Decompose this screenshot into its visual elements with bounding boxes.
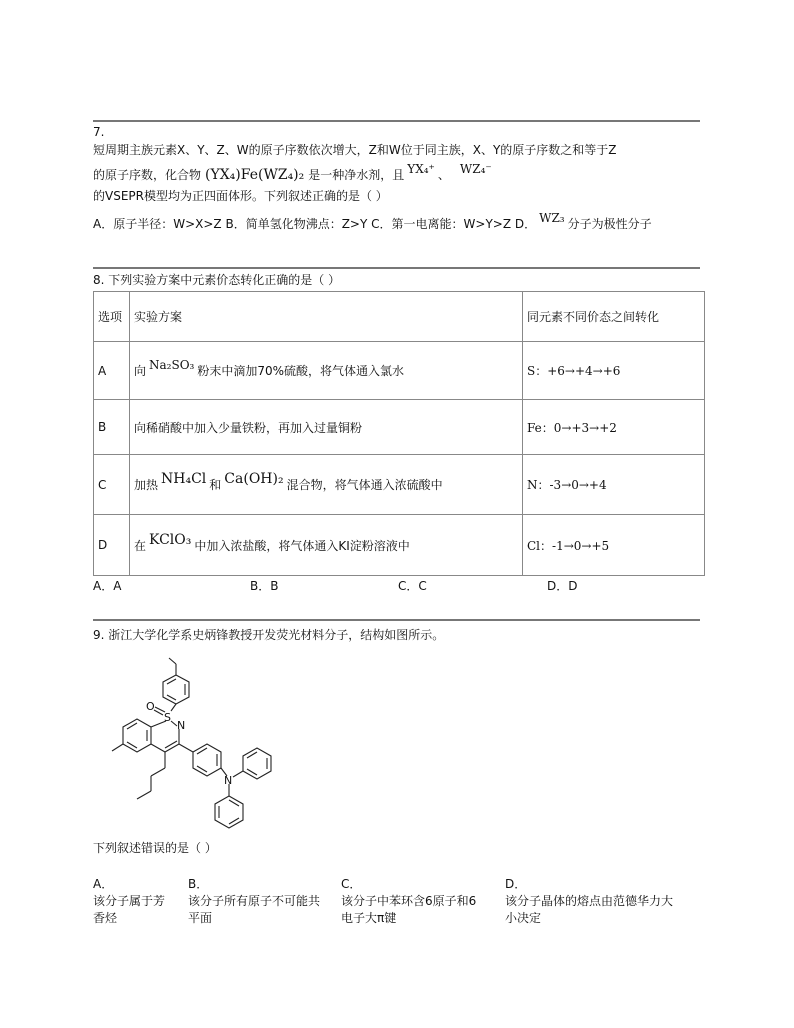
- q7-option-c: C．第一电离能：W>Y>Z: [371, 217, 512, 231]
- option-text: 电子大π键: [341, 911, 397, 925]
- divider-q9: [93, 619, 700, 621]
- q7-option-a: A．原子半径：W>X>Z: [93, 217, 222, 231]
- q9-stem: 9. 浙江大学化学系史炳锋教授开发荧光材料分子，结构如图所示。: [93, 628, 445, 642]
- atom-n-amine-label: N: [224, 774, 233, 787]
- table-header-cell: 实验方案: [130, 292, 523, 342]
- divider-q7: [93, 120, 700, 122]
- q7-ion1: YX₄⁺: [407, 162, 435, 176]
- q9-option-a[interactable]: [93, 876, 165, 927]
- table-cell-scheme: 向稀硝酸中加入少量铁粉，再加入过量铜粉: [130, 400, 523, 455]
- table-row: [94, 342, 705, 400]
- scheme-text: 粉末中滴加70%硫酸，将气体通入氯水: [197, 364, 405, 378]
- formula-na2so3: Na₂SO₃: [149, 358, 195, 372]
- option-text: 该分子晶体的熔点由范德华力大: [505, 894, 674, 908]
- table-cell-option: D: [94, 515, 130, 576]
- option-label: B．: [188, 877, 209, 891]
- option-text: 该分子所有原子不可能共: [188, 894, 321, 908]
- q7-option-d-formula: WZ₃: [539, 211, 565, 225]
- scheme-text: 混合物，将气体通入浓硫酸中: [286, 478, 443, 492]
- q8-choice-d[interactable]: D．D: [547, 579, 578, 593]
- q7-option-d: [514, 211, 652, 231]
- table-row: [94, 455, 705, 515]
- option-label: D．: [505, 877, 527, 891]
- table-cell-option: B: [94, 400, 130, 455]
- table-cell-conversion: S：+6→+4→+6: [523, 342, 705, 400]
- table-cell-conversion: Fe：0→+3→+2: [523, 400, 705, 455]
- option-label: C．: [341, 877, 362, 891]
- q9-option-c[interactable]: [341, 876, 476, 927]
- q8-table: [93, 291, 705, 576]
- scheme-text: 向: [134, 364, 147, 378]
- formula-caoh2: Ca(OH)₂: [224, 471, 284, 487]
- q7-stem-line3: 的VSEPR模型均为正四面体形。下列叙述正确的是（ ）: [93, 189, 388, 203]
- q8-stem: 8. 下列实验方案中元素价态转化正确的是（ ）: [93, 273, 341, 287]
- scheme-text: 在: [134, 538, 147, 553]
- table-row: [94, 400, 705, 455]
- table-header-cell: 选项: [94, 292, 130, 342]
- table-row: [94, 515, 705, 576]
- option-text: 香烃: [93, 911, 118, 925]
- table-header-cell: 同元素不同价态之间转化: [523, 292, 705, 342]
- q9-option-b[interactable]: [188, 876, 320, 927]
- q7-number: 7.: [93, 125, 105, 139]
- table-header-row: [94, 292, 705, 342]
- q7-sep: 、: [437, 168, 450, 182]
- q7-compound-formula: (YX₄)Fe(WZ₄)₂: [205, 167, 305, 183]
- formula-kclo3: KClO₃: [149, 531, 192, 548]
- divider-q8: [93, 267, 700, 269]
- table-cell-option: A: [94, 342, 130, 400]
- atom-o-label: O: [146, 700, 155, 713]
- option-text: 小决定: [505, 911, 542, 925]
- q7-options: [93, 211, 652, 232]
- q7-option-d-label: D．: [514, 217, 537, 231]
- q8-choice-a[interactable]: A．A: [93, 579, 122, 593]
- q7-stem-line2b: 是一种净水剂，且: [308, 168, 405, 182]
- q9-question: 下列叙述错误的是（ ）: [93, 841, 217, 855]
- option-label: A．: [93, 877, 114, 891]
- scheme-text: 和: [209, 478, 222, 492]
- atom-n-ring-label: N: [177, 719, 186, 732]
- option-text: 该分子属于芳: [93, 894, 166, 908]
- table-cell-conversion: Cl：-1→0→+5: [523, 515, 705, 576]
- option-text: 平面: [188, 911, 213, 925]
- q7-stem-line2: [93, 162, 492, 183]
- q9-option-d[interactable]: [505, 876, 673, 927]
- q7-stem-line1: 短周期主族元素X、Y、Z、W的原子序数依次增大，Z和W位于同主族，X、Y的原子序数之和等于Z: [93, 143, 617, 157]
- scheme-text: 中加入浓盐酸，将气体通入KI淀粉溶液中: [194, 538, 410, 553]
- option-text: 该分子中苯环含6原子和6: [341, 894, 477, 908]
- q8-choice-c[interactable]: C．C: [398, 579, 427, 593]
- table-cell-scheme: [130, 455, 523, 515]
- q7-option-d-text: 分子为极性分子: [567, 217, 652, 231]
- q7-ion2: WZ₄⁻: [459, 162, 492, 176]
- table-cell-scheme: [130, 342, 523, 400]
- q7-stem-line2a: 的原子序数，化合物: [93, 168, 202, 182]
- table-cell-conversion: N：-3→0→+4: [523, 455, 705, 515]
- q7-option-b: B．简单氢化物沸点：Z>Y: [225, 217, 368, 231]
- formula-nh4cl: NH₄Cl: [161, 471, 207, 487]
- table-cell-option: C: [94, 455, 130, 515]
- table-cell-scheme: [130, 515, 523, 576]
- atom-s-label: S: [164, 711, 171, 724]
- q8-choice-b[interactable]: B．B: [250, 579, 279, 593]
- molecule-structure-diagram: [93, 650, 293, 830]
- scheme-text: 加热: [134, 478, 159, 492]
